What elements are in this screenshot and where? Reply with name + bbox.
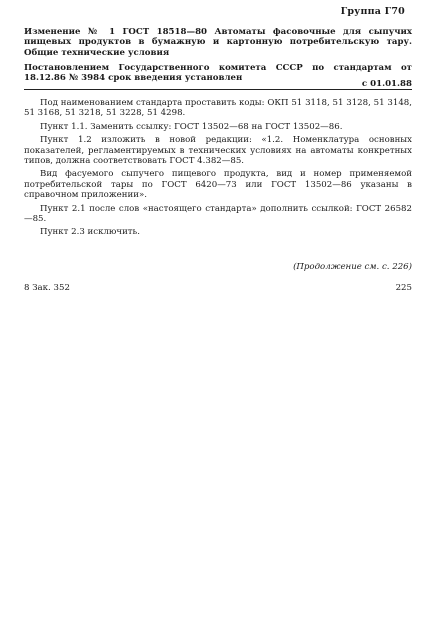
- amendment-body: [24, 98, 412, 241]
- divider-line: [24, 89, 412, 90]
- paragraph-2-3: Пункт 2.3 исключить.: [40, 227, 140, 238]
- group-label: Группа Г70: [340, 6, 405, 17]
- decree-text: Постановлением Государственного комитета СССР по стандартам от 18.12.86 № 3984 срок введения установлен: [24, 63, 412, 84]
- effective-date: с 01.01.88: [361, 79, 412, 89]
- paragraph-codes: Под наименованием стандарта проставить коды: ОКП 51 3118, 51 3128, 51 3148, 51 3168, 51 3218, 51 3228, 51 4298.: [24, 98, 412, 119]
- paragraph-product-type: Вид фасуемого сыпучего пищевого продукта, вид и номер применяемой потребительской тары по ГОСТ 6420—73 или ГОСТ 13502—86 указаны в справочном приложении».: [24, 169, 412, 201]
- paragraph-1-2: Пункт 1.2 изложить в новой редакции: «1.2. Номенклатура основных показателей, регламентируемых в технических условиях на автоматы конкретных типов, должна соответствовать ГОСТ 4.382—85.: [24, 135, 412, 167]
- order-number: 8 Зак. 352: [24, 283, 70, 293]
- page-number: 225: [395, 283, 412, 293]
- continuation-note: (Продолжение см. с. 226): [293, 262, 412, 272]
- amendment-title: Изменение № 1 ГОСТ 18518—80 Автоматы фасовочные для сыпучих пищевых продуктов в бумажную и картонную потребительскую тару. Общие технические условия: [24, 27, 412, 58]
- paragraph-2-1: Пункт 2.1 после слов «настоящего стандарта» дополнить ссылкой: ГОСТ 26582—85.: [24, 203, 412, 225]
- paragraph-1-1: Пункт 1.1. Заменить ссылку: ГОСТ 13502—68 на ГОСТ 13502—86.: [40, 121, 343, 132]
